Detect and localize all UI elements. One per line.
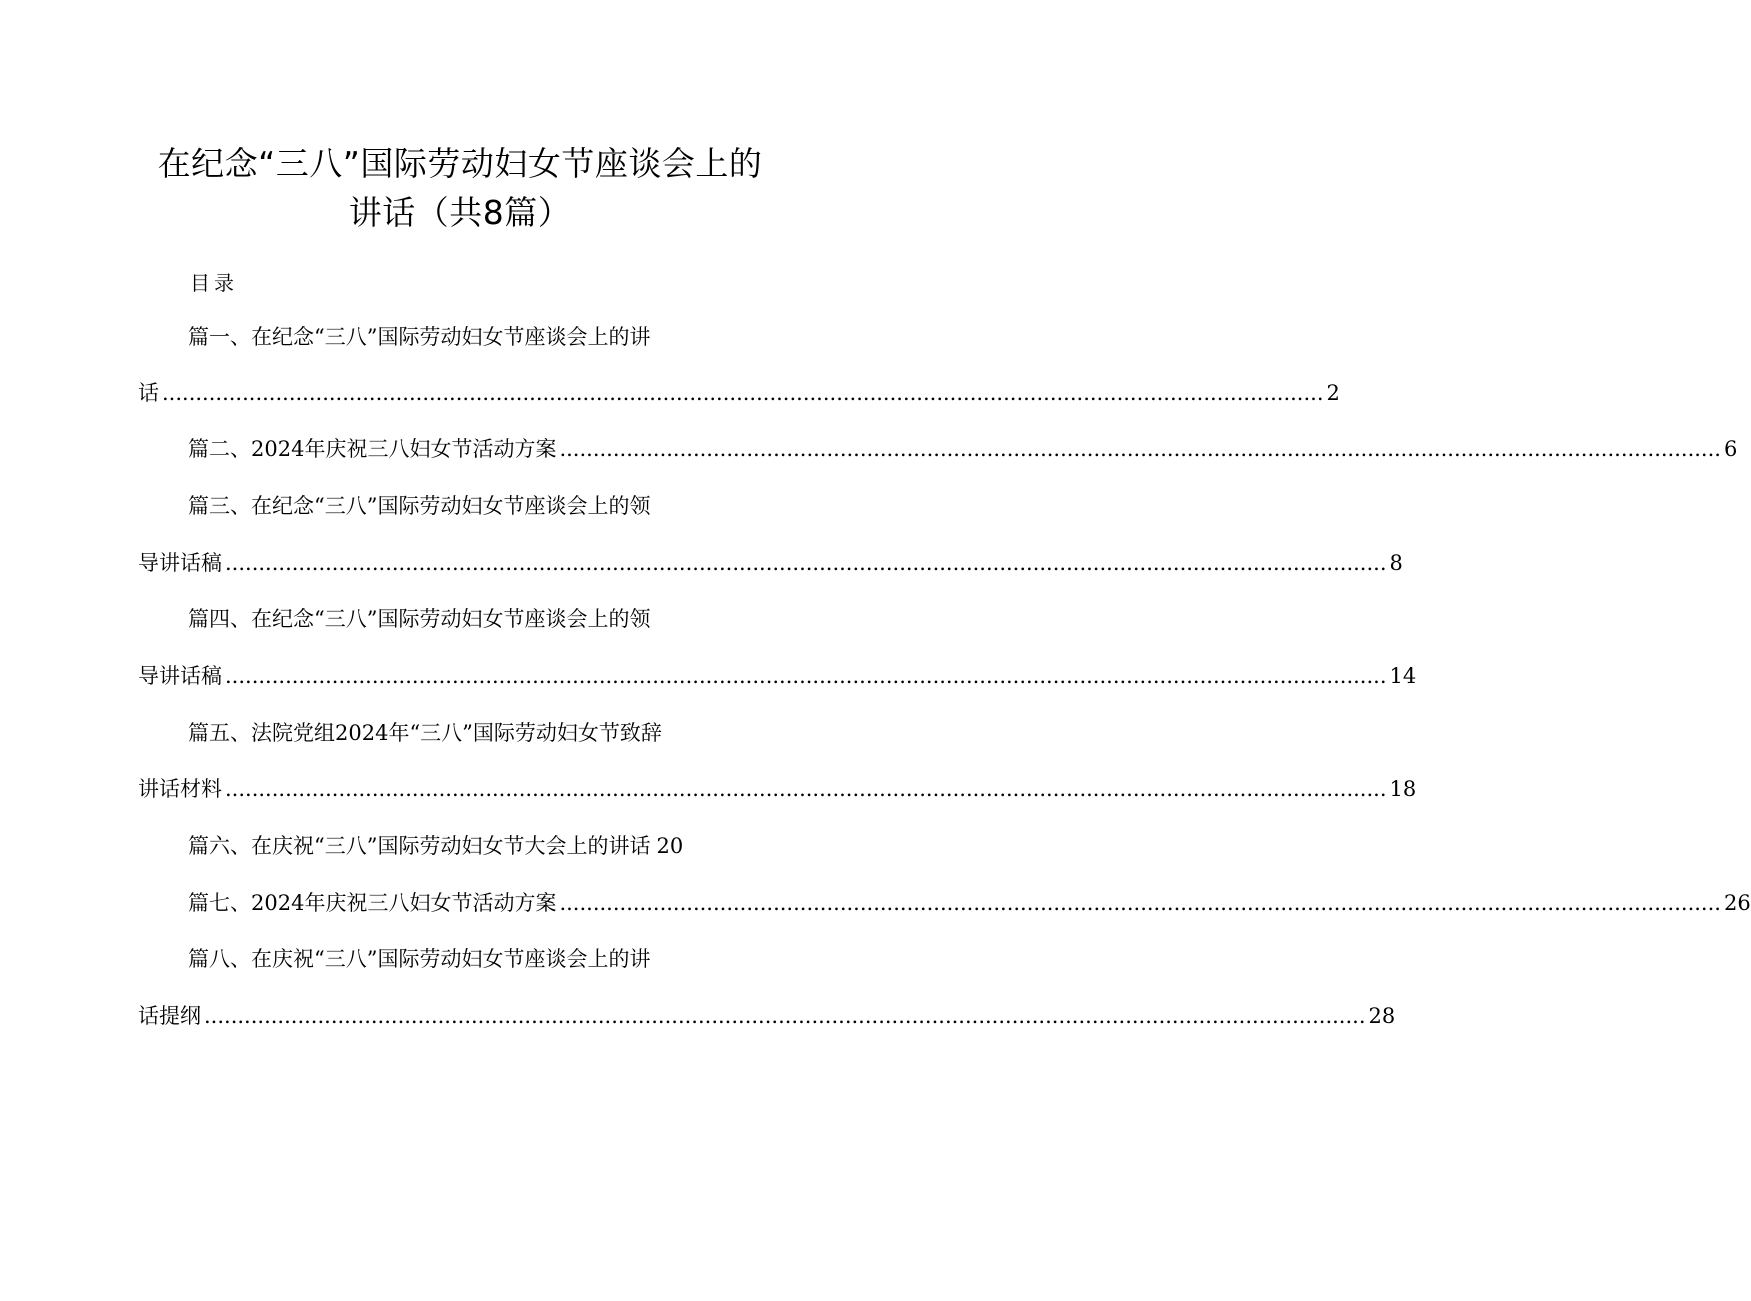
toc-entry-5-title[interactable] [188,716,748,750]
toc-entry-text: 篇四、在纪念“三八”国际劳动妇女节座谈会上的领 [188,607,651,631]
dot-leader: .............................................................................................................................................................................. [204,1004,1366,1028]
toc-entry-8-title[interactable] [188,942,728,976]
toc-entry-text: 讲话材料 [138,777,222,801]
toc-entry-5-leader-line[interactable] [138,772,1417,806]
toc-entry-1-leader-line[interactable] [138,376,1340,410]
toc-page-number: 14 [1389,664,1417,688]
toc-entry-text: 导讲话稿 [138,664,222,688]
toc-entry-text: 导讲话稿 [138,551,222,575]
toc-heading: 目录 [190,271,238,295]
toc-entry-4-leader-line[interactable] [138,659,1417,693]
toc-entry-text: 篇二、2024年庆祝三八妇女节活动方案 [188,437,557,461]
toc-entry-6[interactable] [188,829,758,863]
toc-entry-text: 篇三、在纪念“三八”国际劳动妇女节座谈会上的领 [188,494,651,518]
toc-entry-4-title[interactable] [188,602,728,636]
toc-entry-text: 篇五、法院党组2024年“三八”国际劳动妇女节致辞 [188,721,662,745]
toc-entry-text: 篇六、在庆祝“三八”国际劳动妇女节大会上的讲话 [188,834,651,858]
toc-entry-2[interactable] [188,432,1738,466]
dot-leader: .............................................................................................................................................................................. [559,891,1721,915]
dot-leader: .............................................................................................................................................................................. [559,437,1721,461]
toc-entry-text: 篇一、在纪念“三八”国际劳动妇女节座谈会上的讲 [188,325,651,349]
toc-entry-text: 篇八、在庆祝“三八”国际劳动妇女节座谈会上的讲 [188,947,651,971]
toc-page-number: 2 [1326,381,1340,405]
toc-entry-1-title[interactable] [188,320,728,354]
dot-leader: .............................................................................................................................................................................. [225,664,1387,688]
toc-entry-text: 话提纲 [138,1004,201,1028]
toc-entry-3-leader-line[interactable] [138,546,1403,580]
toc-page-number: 26 [1723,891,1751,915]
toc-page-number: 18 [1389,777,1417,801]
document-title-line1: 在纪念“三八”国际劳动妇女节座谈会上的 [157,144,763,183]
document-title-line2: 讲话（共8篇） [348,193,572,232]
toc-page-number: 28 [1368,1004,1396,1028]
dot-leader: .............................................................................................................................................................................. [162,381,1324,405]
toc-page-number: 8 [1389,551,1403,575]
toc-page-number: 20 [656,834,684,858]
toc-entry-7[interactable] [188,886,1751,920]
toc-entry-8-leader-line[interactable] [138,999,1396,1033]
toc-entry-3-title[interactable] [188,489,728,523]
toc-entry-text: 话 [138,381,159,405]
dot-leader: .............................................................................................................................................................................. [225,777,1387,801]
toc-entry-text: 篇七、2024年庆祝三八妇女节活动方案 [188,891,557,915]
toc-page-number: 6 [1723,437,1738,461]
dot-leader: .............................................................................................................................................................................. [225,551,1387,575]
